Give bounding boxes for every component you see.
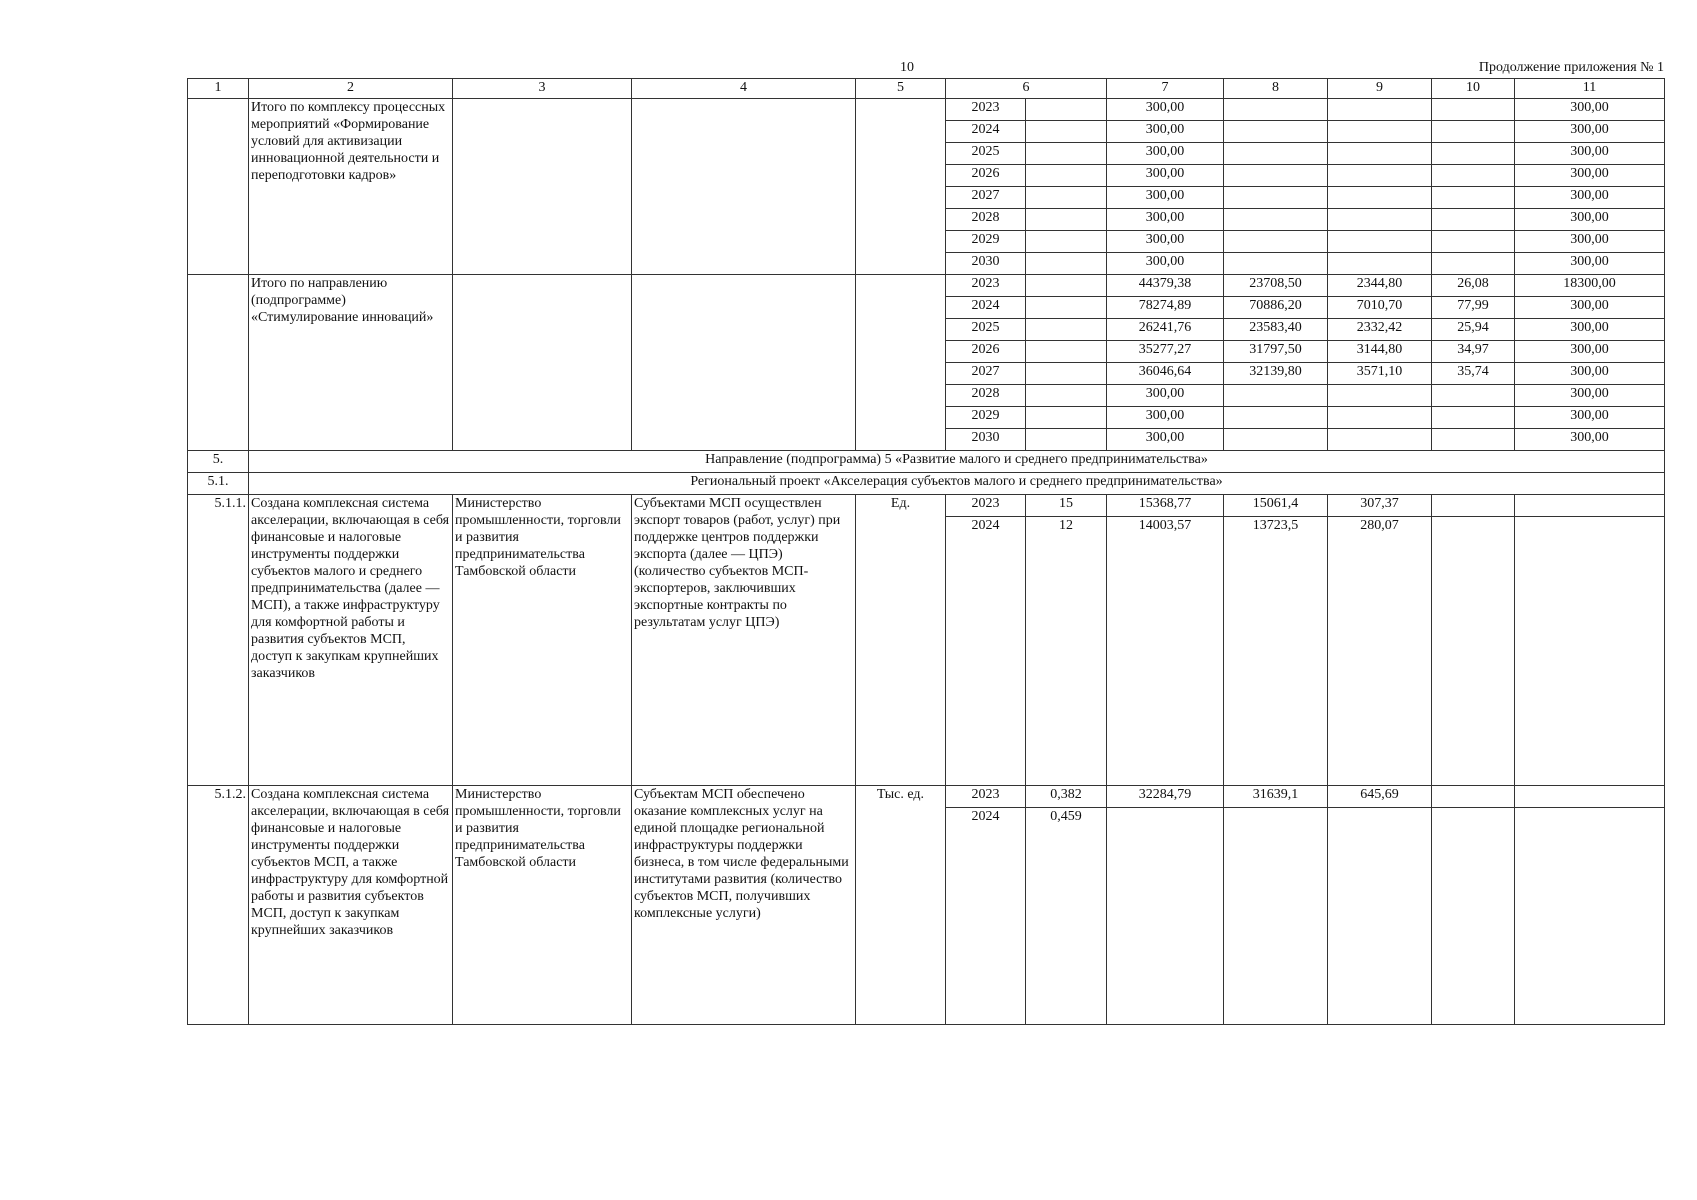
year-cell: 2030 (946, 253, 1026, 275)
value-c9: 2344,80 (1328, 275, 1432, 297)
value-c11: 300,00 (1515, 297, 1665, 319)
value-c11: 18300,00 (1515, 275, 1665, 297)
continuation-note: Продолжение приложения № 1 (1478, 60, 1664, 75)
value-c9 (1328, 121, 1432, 143)
value-col6 (1026, 253, 1107, 275)
value-col6 (1026, 187, 1107, 209)
value-c7: 300,00 (1107, 143, 1224, 165)
program-table (187, 78, 1665, 1025)
column-header: 8 (1224, 79, 1328, 99)
value-c7: 300,00 (1107, 187, 1224, 209)
item-responsible: Министерство промышленности, торговли и развития предпринимательства Тамбовской области (453, 786, 632, 1025)
page-number: 10 (900, 60, 914, 75)
item-name: Создана комплексная система акселерации, включающая в себя финансовые и налоговые инструменты поддержки субъектов МСП, а также инфраструктуру для комфортной работы и развития субъектов МСП, доступ к закупкам крупнейших заказчиков (249, 786, 453, 1025)
value-col6 (1026, 297, 1107, 319)
value-c9 (1328, 187, 1432, 209)
value-c8: 70886,20 (1224, 297, 1328, 319)
value-col6 (1026, 429, 1107, 451)
item-name: Создана комплексная система акселерации, включающая в себя финансовые и налоговые инструменты поддержки субъектов малого и среднего предпринимательства (далее — МСП), а также инфраструктуру для комфортной работы и развития субъектов МСП, доступ к закупкам крупнейших заказчиков (249, 495, 453, 786)
value-c11: 300,00 (1515, 429, 1665, 451)
year-cell: 2023 (946, 99, 1026, 121)
value-c9: 2332,42 (1328, 319, 1432, 341)
value-c9 (1328, 253, 1432, 275)
value-c7: 32284,79 (1107, 786, 1224, 808)
value-c10 (1432, 165, 1515, 187)
item-result: Субъектами МСП осуществлен экспорт товаров (работ, услуг) при поддержке центров поддержки экспорта (далее — ЦПЭ) (количество субъектов МСП-экспортеров, заключивших экспортные контракты по результатам услуг ЦПЭ) (632, 495, 856, 786)
value-c7: 300,00 (1107, 253, 1224, 275)
column-header: 1 (188, 79, 249, 99)
total-row (188, 99, 1665, 121)
value-c8: 31797,50 (1224, 341, 1328, 363)
section-title: Региональный проект «Акселерация субъектов малого и среднего предпринимательства» (249, 473, 1665, 495)
value-c9 (1328, 385, 1432, 407)
value-c8 (1224, 253, 1328, 275)
year-cell: 2023 (946, 275, 1026, 297)
value-c8: 23583,40 (1224, 319, 1328, 341)
value-col6 (1026, 275, 1107, 297)
section-5-row (188, 451, 1665, 473)
column-header: 3 (453, 79, 632, 99)
year-cell: 2026 (946, 165, 1026, 187)
responsible-cell (453, 275, 632, 451)
value-c9: 280,07 (1328, 517, 1432, 786)
value-c11: 300,00 (1515, 209, 1665, 231)
year-cell: 2030 (946, 429, 1026, 451)
value-c8 (1224, 808, 1328, 1025)
value-c11 (1515, 495, 1665, 517)
value-c8: 23708,50 (1224, 275, 1328, 297)
value-c7: 300,00 (1107, 121, 1224, 143)
value-c8 (1224, 209, 1328, 231)
column-header: 4 (632, 79, 856, 99)
year-cell: 2024 (946, 808, 1026, 1025)
value-c10 (1432, 429, 1515, 451)
item-number: 5.1.1. (188, 495, 249, 786)
total-title: Итого по комплексу процессных мероприятий «Формирование условий для активизации инновационной деятельности и переподготовки кадров» (249, 99, 453, 275)
value-c8 (1224, 187, 1328, 209)
value-c10 (1432, 517, 1515, 786)
value-c11: 300,00 (1515, 363, 1665, 385)
value-c7: 300,00 (1107, 99, 1224, 121)
num-cell (188, 275, 249, 451)
value-c8 (1224, 143, 1328, 165)
value-c9 (1328, 231, 1432, 253)
value-col6 (1026, 231, 1107, 253)
result-cell (632, 99, 856, 275)
value-col6 (1026, 319, 1107, 341)
section-number: 5. (188, 451, 249, 473)
value-col6 (1026, 407, 1107, 429)
value-col6: 15 (1026, 495, 1107, 517)
header-row (188, 79, 1665, 99)
value-c11: 300,00 (1515, 407, 1665, 429)
value-c7: 14003,57 (1107, 517, 1224, 786)
value-c10: 77,99 (1432, 297, 1515, 319)
value-c9: 7010,70 (1328, 297, 1432, 319)
value-c11: 300,00 (1515, 99, 1665, 121)
item-responsible: Министерство промышленности, торговли и развития предпринимательства Тамбовской области (453, 495, 632, 786)
value-c9 (1328, 209, 1432, 231)
column-header: 9 (1328, 79, 1432, 99)
unit-cell (856, 99, 946, 275)
value-c11: 300,00 (1515, 165, 1665, 187)
item-result: Субъектам МСП обеспечено оказание комплексных услуг на единой площадке региональной инфраструктуры поддержки бизнеса, в том числе федеральными институтами развития (количество субъектов МСП, получивших комплексные услуги) (632, 786, 856, 1025)
item-row (188, 495, 1665, 517)
year-cell: 2028 (946, 209, 1026, 231)
item-unit: Тыс. ед. (856, 786, 946, 1025)
value-c10 (1432, 121, 1515, 143)
value-c10 (1432, 143, 1515, 165)
value-c11: 300,00 (1515, 231, 1665, 253)
value-col6 (1026, 385, 1107, 407)
value-c10 (1432, 99, 1515, 121)
value-c11 (1515, 517, 1665, 786)
value-c9 (1328, 143, 1432, 165)
value-c8: 13723,5 (1224, 517, 1328, 786)
value-c11: 300,00 (1515, 385, 1665, 407)
value-c10 (1432, 786, 1515, 808)
value-c11: 300,00 (1515, 121, 1665, 143)
value-c7: 300,00 (1107, 165, 1224, 187)
total-title: Итого по направлению (подпрограмме) «Стимулирование инноваций» (249, 275, 453, 451)
value-c7: 300,00 (1107, 231, 1224, 253)
item-unit: Ед. (856, 495, 946, 786)
value-c7: 300,00 (1107, 429, 1224, 451)
year-cell: 2024 (946, 297, 1026, 319)
value-c11: 300,00 (1515, 319, 1665, 341)
value-c9: 307,37 (1328, 495, 1432, 517)
value-c11: 300,00 (1515, 341, 1665, 363)
value-c7: 78274,89 (1107, 297, 1224, 319)
value-c8: 31639,1 (1224, 786, 1328, 808)
value-c10 (1432, 187, 1515, 209)
value-c10: 34,97 (1432, 341, 1515, 363)
year-cell: 2023 (946, 786, 1026, 808)
value-c7: 15368,77 (1107, 495, 1224, 517)
column-header: 10 (1432, 79, 1515, 99)
item-number: 5.1.2. (188, 786, 249, 1025)
value-c10: 26,08 (1432, 275, 1515, 297)
value-col6 (1026, 165, 1107, 187)
value-c11: 300,00 (1515, 187, 1665, 209)
year-cell: 2029 (946, 231, 1026, 253)
value-c8 (1224, 121, 1328, 143)
column-header: 2 (249, 79, 453, 99)
value-c11 (1515, 786, 1665, 808)
value-c7: 44379,38 (1107, 275, 1224, 297)
value-c10 (1432, 385, 1515, 407)
year-cell: 2029 (946, 407, 1026, 429)
value-c11 (1515, 808, 1665, 1025)
value-c8: 15061,4 (1224, 495, 1328, 517)
value-c9: 3571,10 (1328, 363, 1432, 385)
value-c7: 300,00 (1107, 407, 1224, 429)
value-col6: 0,382 (1026, 786, 1107, 808)
value-c8 (1224, 429, 1328, 451)
value-c9: 3144,80 (1328, 341, 1432, 363)
column-header: 5 (856, 79, 946, 99)
value-c10 (1432, 209, 1515, 231)
value-col6: 12 (1026, 517, 1107, 786)
year-cell: 2024 (946, 517, 1026, 786)
value-col6 (1026, 209, 1107, 231)
value-c10 (1432, 407, 1515, 429)
value-c11: 300,00 (1515, 143, 1665, 165)
value-c8 (1224, 231, 1328, 253)
value-c7: 35277,27 (1107, 341, 1224, 363)
value-c8 (1224, 99, 1328, 121)
value-c7 (1107, 808, 1224, 1025)
result-cell (632, 275, 856, 451)
year-cell: 2024 (946, 121, 1026, 143)
value-c9 (1328, 99, 1432, 121)
value-col6 (1026, 121, 1107, 143)
section-5-1-row (188, 473, 1665, 495)
value-c9 (1328, 429, 1432, 451)
value-c10 (1432, 253, 1515, 275)
year-cell: 2028 (946, 385, 1026, 407)
value-c7: 26241,76 (1107, 319, 1224, 341)
column-header: 7 (1107, 79, 1224, 99)
value-c8 (1224, 165, 1328, 187)
section-title: Направление (подпрограмма) 5 «Развитие малого и среднего предпринимательства» (249, 451, 1665, 473)
value-c7: 300,00 (1107, 209, 1224, 231)
value-col6 (1026, 99, 1107, 121)
item-row (188, 786, 1665, 808)
year-cell: 2025 (946, 319, 1026, 341)
year-cell: 2025 (946, 143, 1026, 165)
year-cell: 2027 (946, 363, 1026, 385)
value-col6 (1026, 341, 1107, 363)
value-c9 (1328, 407, 1432, 429)
value-c11: 300,00 (1515, 253, 1665, 275)
column-header: 6 (946, 79, 1107, 99)
value-c10: 25,94 (1432, 319, 1515, 341)
value-c9 (1328, 165, 1432, 187)
value-col6 (1026, 143, 1107, 165)
value-c7: 36046,64 (1107, 363, 1224, 385)
value-c10: 35,74 (1432, 363, 1515, 385)
value-c10 (1432, 495, 1515, 517)
responsible-cell (453, 99, 632, 275)
value-c10 (1432, 808, 1515, 1025)
unit-cell (856, 275, 946, 451)
num-cell (188, 99, 249, 275)
value-col6: 0,459 (1026, 808, 1107, 1025)
column-header: 11 (1515, 79, 1665, 99)
total-row (188, 275, 1665, 297)
section-number: 5.1. (188, 473, 249, 495)
value-c10 (1432, 231, 1515, 253)
value-c9: 645,69 (1328, 786, 1432, 808)
value-c7: 300,00 (1107, 385, 1224, 407)
year-cell: 2023 (946, 495, 1026, 517)
value-c8: 32139,80 (1224, 363, 1328, 385)
year-cell: 2027 (946, 187, 1026, 209)
value-col6 (1026, 363, 1107, 385)
value-c8 (1224, 407, 1328, 429)
value-c8 (1224, 385, 1328, 407)
value-c9 (1328, 808, 1432, 1025)
year-cell: 2026 (946, 341, 1026, 363)
